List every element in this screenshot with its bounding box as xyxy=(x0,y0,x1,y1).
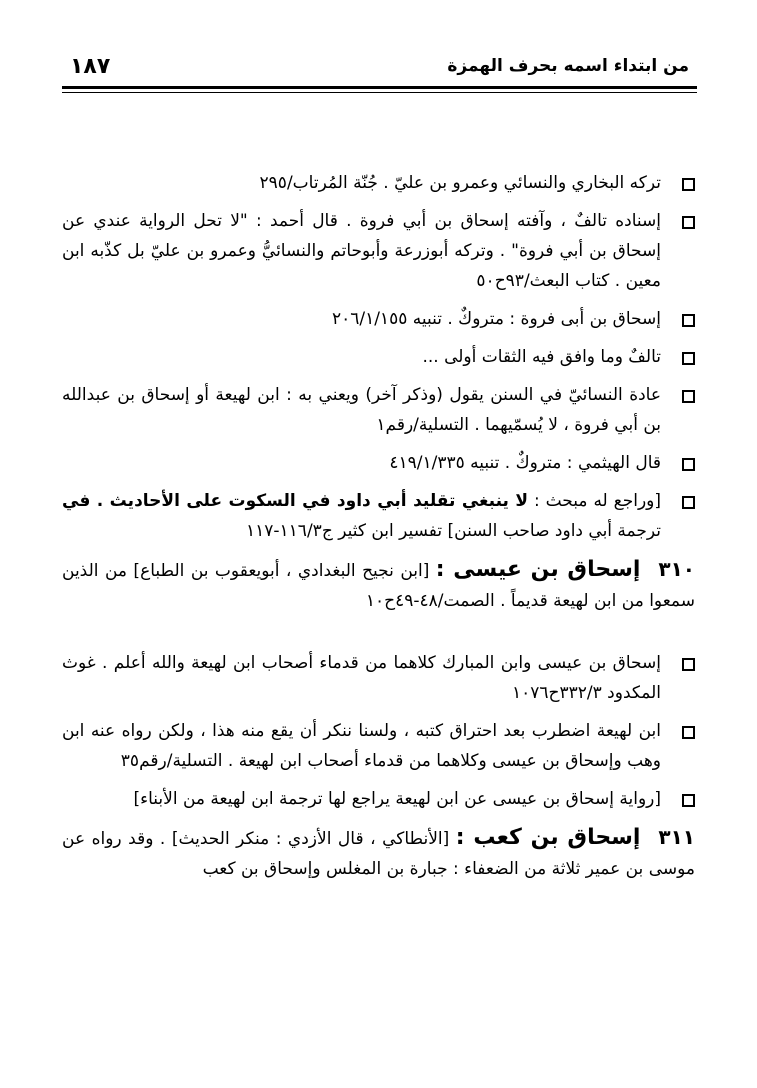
list-item xyxy=(62,648,695,708)
entry-311 xyxy=(62,822,695,884)
checkbox-square-icon xyxy=(682,658,695,671)
bullet-text: إسناده تالفٌ ، وآفته إسحاق بن أبي فروة . قال أحمد : "لا تحل الرواية عندي عن إسحاق بن أبي فروة" . وتركه أبوزرعة وأبوحاتم والنسائيُّ وعمرو بن عليّ بل كذّبه ابن معين . كتاب البعث/٩٣ح٥٠ xyxy=(62,211,661,291)
bullet-rest: ترجمة أبي داود صاحب السنن] تفسير ابن كثير ج١١٦/٣-١١٧ xyxy=(246,521,661,541)
list-item xyxy=(62,716,695,776)
bullet-text: إسحاق بن عيسى وابن المبارك كلاهما من قدماء أصحاب ابن لهيعة والله أعلم . غوث المكدود ٣٣٢/٣ح١٠٧٦ xyxy=(62,653,661,703)
bullet-text: قال الهيثمي : متروكٌ . تنبيه ٤١٩/١/٣٣٥ xyxy=(389,453,661,473)
list-item xyxy=(62,168,695,198)
checkbox-square-icon xyxy=(682,178,695,191)
entry-name: إسحاق بن عيسى : xyxy=(435,557,641,582)
bullet-text: عادة النسائيّ في السنن يقول (وذكر آخر) ويعني به : ابن لهيعة أو إسحاق بن عبدالله بن أبي فروة ، لا يُسمّيهما . التسلية/رقم١ xyxy=(62,385,661,435)
page-number: ١٨٧ xyxy=(70,54,111,79)
bullet-text: تالفٌ وما وافق فيه الثقات أولى ... xyxy=(422,347,661,367)
checkbox-square-icon xyxy=(682,496,695,509)
header-rule-thick xyxy=(62,86,697,89)
checkbox-square-icon xyxy=(682,390,695,403)
bullet-text: [رواية إسحاق بن عيسى عن ابن لهيعة يراجع لها ترجمة ابن لهيعة من الأبناء] xyxy=(133,789,661,809)
checkbox-square-icon xyxy=(682,314,695,327)
list-item xyxy=(62,206,695,296)
list-item xyxy=(62,304,695,334)
list-item xyxy=(62,486,695,546)
header-rule-thin xyxy=(62,92,697,93)
checkbox-square-icon xyxy=(682,726,695,739)
page-header xyxy=(62,48,697,88)
bullet-text: ابن لهيعة اضطرب بعد احتراق كتبه ، ولسنا ننكر أن يقع منه هذا ، ولكن رواه عنه ابن وهب وإسحاق بن عيسى وكلاهما من قدماء أصحاب ابن لهيعة . التسلية/رقم٣٥ xyxy=(62,721,661,771)
running-title: من ابتداء اسمه بحرف الهمزة xyxy=(447,56,689,76)
list-item xyxy=(62,380,695,440)
page-content xyxy=(62,168,695,902)
bullet-text: تركه البخاري والنسائي وعمرو بن عليّ . جُنّة المُرتاب/٢٩٥ xyxy=(259,173,661,193)
list-item xyxy=(62,784,695,814)
entry-number: ٣١١ xyxy=(658,825,695,849)
entry-number: ٣١٠ xyxy=(658,557,695,581)
bullet-prefix: [وراجع له مبحث : xyxy=(528,491,662,511)
list-item xyxy=(62,448,695,478)
list-item xyxy=(62,342,695,372)
checkbox-square-icon xyxy=(682,352,695,365)
checkbox-square-icon xyxy=(682,216,695,229)
entry-text: [ابن نجيح البغدادي ، أبويعقوب بن الطباع] من الذين سمعوا من ابن لهيعة قديماً . الصمت/٤٨-٤٩ح١٠ xyxy=(62,561,695,611)
entry-text: [الأنطاكي ، قال الأزدي : منكر الحديث] . وقد رواه عن موسى بن عمير ثلاثة من الضعفاء : جبارة بن المغلس وإسحاق بن كعب xyxy=(62,829,695,879)
checkbox-square-icon xyxy=(682,794,695,807)
checkbox-square-icon xyxy=(682,458,695,471)
entry-310 xyxy=(62,554,695,616)
entry-name: إسحاق بن كعب : xyxy=(455,825,641,850)
bullet-text: إسحاق بن أبى فروة : متروكٌ . تنبيه ٢٠٦/١/١٥٥ xyxy=(331,309,661,329)
bullet-bold-text: لا ينبغي تقليد أبي داود في السكوت على الأحاديث . في xyxy=(62,491,529,511)
